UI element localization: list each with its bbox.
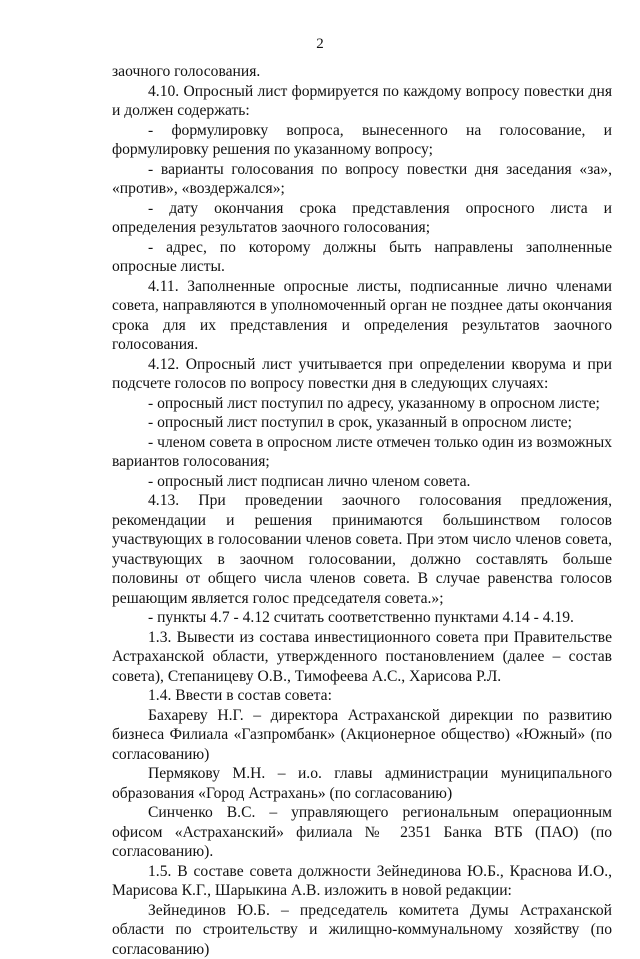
paragraph: - формулировку вопроса, вынесенного на голосование, и формулировку решения по указанному вопросу;	[112, 121, 612, 160]
paragraph: Пермякову М.Н. – и.о. главы администрации муниципального образования «Город Астрахань» (по согласованию)	[112, 764, 612, 803]
paragraph: 4.13. При проведении заочного голосования предложения, рекомендации и решения принимаются большинством голосов участвующих в голосовании членов совета. При этом число членов совета, участвующих в заочном голосовании, должно составлять больше половины от общего числа членов совета. В случае равенства голосов решающим является голос председателя совета.»;	[112, 491, 612, 608]
paragraph: 1.4. Ввести в состав совета:	[112, 686, 612, 706]
paragraph: - членом совета в опросном листе отмечен только один из возможных вариантов голосования;	[112, 433, 612, 472]
paragraph: - дату окончания срока представления опросного листа и определения результатов заочного голосования;	[112, 199, 612, 238]
paragraph: - опросный лист поступил по адресу, указанному в опросном листе;	[112, 394, 612, 414]
paragraph: - варианты голосования по вопросу повестки дня заседания «за», «против», «воздержался»;	[112, 160, 612, 199]
paragraph: 1.3. Вывести из состава инвестиционного совета при Правительстве Астраханской области, утвержденного постановлением (далее – состав совета), Степаницеву О.В., Тимофеева А.С., Харисова Р.Л.	[112, 628, 612, 687]
page-number: 2	[0, 36, 640, 53]
paragraph: заочного голосования.	[112, 62, 612, 82]
paragraph: Бахареву Н.Г. – директора Астраханской дирекции по развитию бизнеса Филиала «Газпромбанк» (Акционерное общество) «Южный» (по согласованию)	[112, 706, 612, 765]
document-body	[112, 62, 612, 959]
paragraph: - опросный лист подписан лично членом совета.	[112, 472, 612, 492]
paragraph: Зейнединов Ю.Б. – председатель комитета Думы Астраханской области по строительству и жилищно-коммунальному хозяйству (по согласованию)	[112, 901, 612, 959]
paragraph: Синченко В.С. – управляющего региональным операционным офисом «Астраханский» филиала № 2351 Банка ВТБ (ПАО) (по согласованию).	[112, 803, 612, 862]
paragraph: - пункты 4.7 - 4.12 считать соответственно пунктами 4.14 - 4.19.	[112, 608, 612, 628]
paragraph: 4.12. Опросный лист учитывается при определении кворума и при подсчете голосов по вопросу повестки дня в следующих случаях:	[112, 355, 612, 394]
paragraph: 1.5. В составе совета должности Зейнединова Ю.Б., Краснова И.О., Марисова К.Г., Шарыкина А.В. изложить в новой редакции:	[112, 862, 612, 901]
paragraph: - опросный лист поступил в срок, указанный в опросном листе;	[112, 413, 612, 433]
paragraph: 4.11. Заполненные опросные листы, подписанные лично членами совета, направляются в уполномоченный орган не позднее даты окончания срока для их представления и определения результатов заочного голосования.	[112, 277, 612, 355]
paragraph: 4.10. Опросный лист формируется по каждому вопросу повестки дня и должен содержать:	[112, 82, 612, 121]
paragraph: - адрес, по которому должны быть направлены заполненные опросные листы.	[112, 238, 612, 277]
